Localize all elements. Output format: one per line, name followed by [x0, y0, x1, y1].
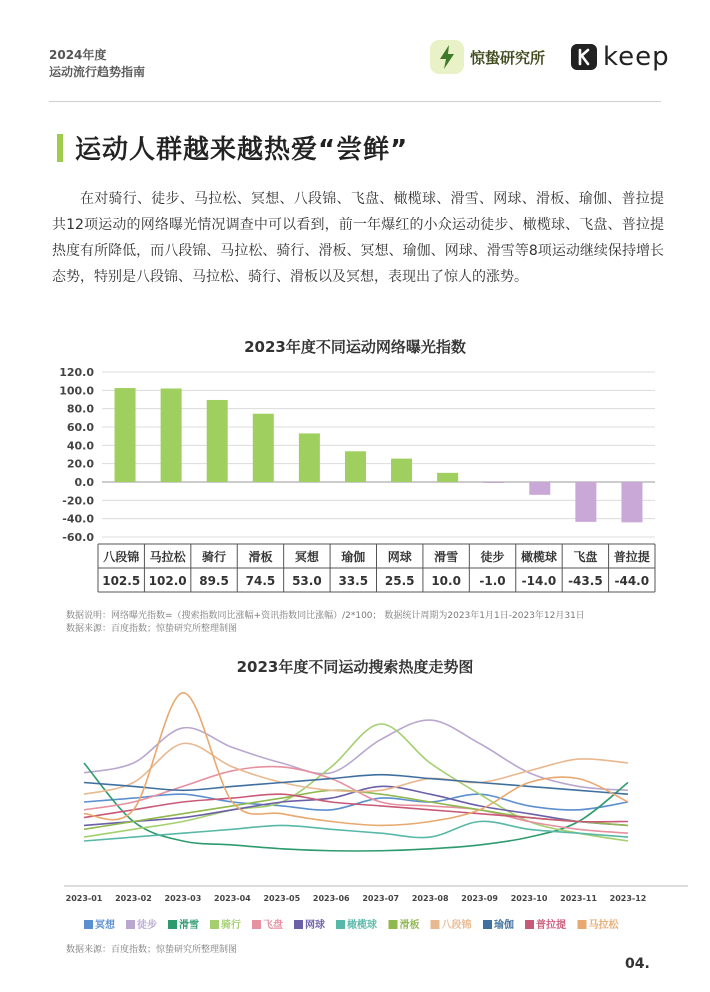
chart2-title: 2023年度不同运动搜索热度走势图 — [236, 658, 474, 676]
legend-label: 滑板 — [399, 920, 420, 931]
y-tick-label: -20.0 — [62, 494, 94, 508]
x-tick-label: 2023-07 — [362, 894, 400, 903]
x-tick-label: 2023-02 — [115, 894, 152, 903]
legend-swatch — [389, 920, 398, 929]
value-label: 89.5 — [199, 574, 229, 588]
value-label: 25.5 — [384, 574, 415, 588]
legend-swatch — [525, 920, 534, 929]
y-tick-label: 20.0 — [66, 457, 94, 471]
page-number: 04. — [625, 956, 650, 972]
legend-swatch — [431, 920, 440, 929]
legend-swatch — [126, 920, 135, 929]
legend-swatch — [252, 920, 261, 929]
y-tick-label: 80.0 — [66, 402, 94, 416]
value-label: 74.5 — [245, 574, 276, 588]
y-tick-label: 120.0 — [59, 366, 94, 379]
x-tick-label: 2023-10 — [510, 894, 548, 903]
x-tick-label: 2023-08 — [411, 894, 449, 903]
series-line — [84, 720, 628, 790]
category-label: 普拉提 — [613, 550, 650, 564]
y-tick-label: 100.0 — [59, 384, 94, 398]
y-tick-label: 0.0 — [74, 476, 94, 489]
x-tick-label: 2023-03 — [164, 894, 202, 903]
category-label: 冥想 — [294, 550, 319, 564]
x-tick-label: 2023-12 — [609, 894, 647, 903]
chart2-source: 数据来源：百度指数；惊蛰研究所整理制图 — [66, 945, 238, 955]
legend-label: 橄榄球 — [347, 920, 377, 931]
legend-label: 瑜伽 — [494, 920, 514, 931]
category-label: 骑行 — [202, 550, 227, 564]
legend-label: 滑雪 — [179, 920, 199, 931]
chart1-note: 数据说明：网络曝光指数=（搜索指数同比涨幅+资讯指数同比涨幅）/2*100； 数据统计周期为2023年1月1日-2023年12月31日 — [66, 611, 585, 621]
legend-label: 飞盘 — [263, 920, 283, 931]
category-label: 飞盘 — [573, 550, 598, 564]
legend-label: 冥想 — [95, 920, 115, 931]
value-label: -44.0 — [614, 574, 650, 588]
value-label: 102.5 — [102, 574, 141, 588]
legend-label: 马拉松 — [588, 920, 619, 931]
keep-logo-text: keep — [603, 42, 670, 72]
y-tick-label: -40.0 — [62, 512, 94, 526]
category-label: 滑雪 — [434, 550, 459, 564]
legend-label: 八段锦 — [441, 920, 472, 931]
legend-swatch — [483, 920, 492, 929]
category-label: 徒步 — [480, 550, 505, 564]
series-line — [84, 794, 628, 810]
category-label: 瑜伽 — [341, 550, 366, 564]
legend-swatch — [294, 920, 303, 929]
legend-label: 网球 — [305, 920, 325, 931]
category-label: 橄榄球 — [520, 550, 557, 564]
value-label: 102.0 — [148, 574, 187, 588]
x-tick-label: 2023-11 — [560, 894, 597, 903]
body-paragraph: 在对骑行、徒步、马拉松、冥想、八段锦、飞盘、橄榄球、滑雪、网球、滑板、瑜伽、普拉提共12项运动的网络曝光情况调查中可以看到，前一年爆红的小众运动徒步、橄榄球、飞盘、普拉提热度有所降低，而八段锦、马拉松、骑行、滑板、冥想、瑜伽、网球、滑雪等8项运动继续保持增长态势，特别是八段锦、马拉松、骑行、滑板以及冥想，表现出了惊人的涨势。 — [52, 191, 664, 285]
x-tick-label: 2023-06 — [312, 894, 350, 903]
value-label: -1.0 — [479, 574, 506, 588]
series-line — [84, 743, 628, 794]
value-label: -14.0 — [521, 574, 557, 588]
value-label: 33.5 — [338, 574, 369, 588]
header-year: 2024年度 — [49, 48, 107, 62]
legend-swatch — [168, 920, 177, 929]
legend-swatch — [578, 920, 587, 929]
chart1-title: 2023年度不同运动网络曝光指数 — [244, 338, 466, 356]
jingzhi-logo-text: 惊蛰研究所 — [470, 48, 546, 67]
x-tick-label: 2023-09 — [461, 894, 498, 903]
series-line — [84, 693, 628, 826]
value-label: -43.5 — [568, 574, 603, 588]
x-tick-label: 2023-04 — [214, 894, 251, 903]
category-label: 八段锦 — [103, 550, 140, 564]
legend-swatch — [84, 920, 93, 929]
legend-label: 骑行 — [221, 920, 241, 931]
chart1-source: 数据来源：百度指数；惊蛰研究所整理制图 — [66, 624, 238, 634]
y-tick-label: 60.0 — [66, 421, 94, 434]
category-label: 网球 — [387, 550, 412, 564]
value-label: 53.0 — [292, 574, 322, 588]
category-label: 马拉松 — [149, 550, 186, 564]
category-label: 滑板 — [248, 550, 273, 564]
value-label: 10.0 — [431, 574, 461, 588]
x-tick-label: 2023-01 — [65, 894, 103, 903]
header-subtitle: 运动流行趋势指南 — [49, 65, 146, 79]
section-title: 运动人群越来越热爱“尝鲜” — [75, 135, 409, 165]
y-tick-label: -60.0 — [62, 531, 94, 544]
legend-swatch — [210, 920, 219, 929]
legend-label: 徒步 — [137, 920, 157, 931]
x-tick-label: 2023-05 — [263, 894, 301, 903]
legend-swatch — [336, 920, 345, 929]
legend-label: 普拉提 — [536, 920, 566, 931]
y-tick-label: 40.0 — [66, 439, 94, 453]
